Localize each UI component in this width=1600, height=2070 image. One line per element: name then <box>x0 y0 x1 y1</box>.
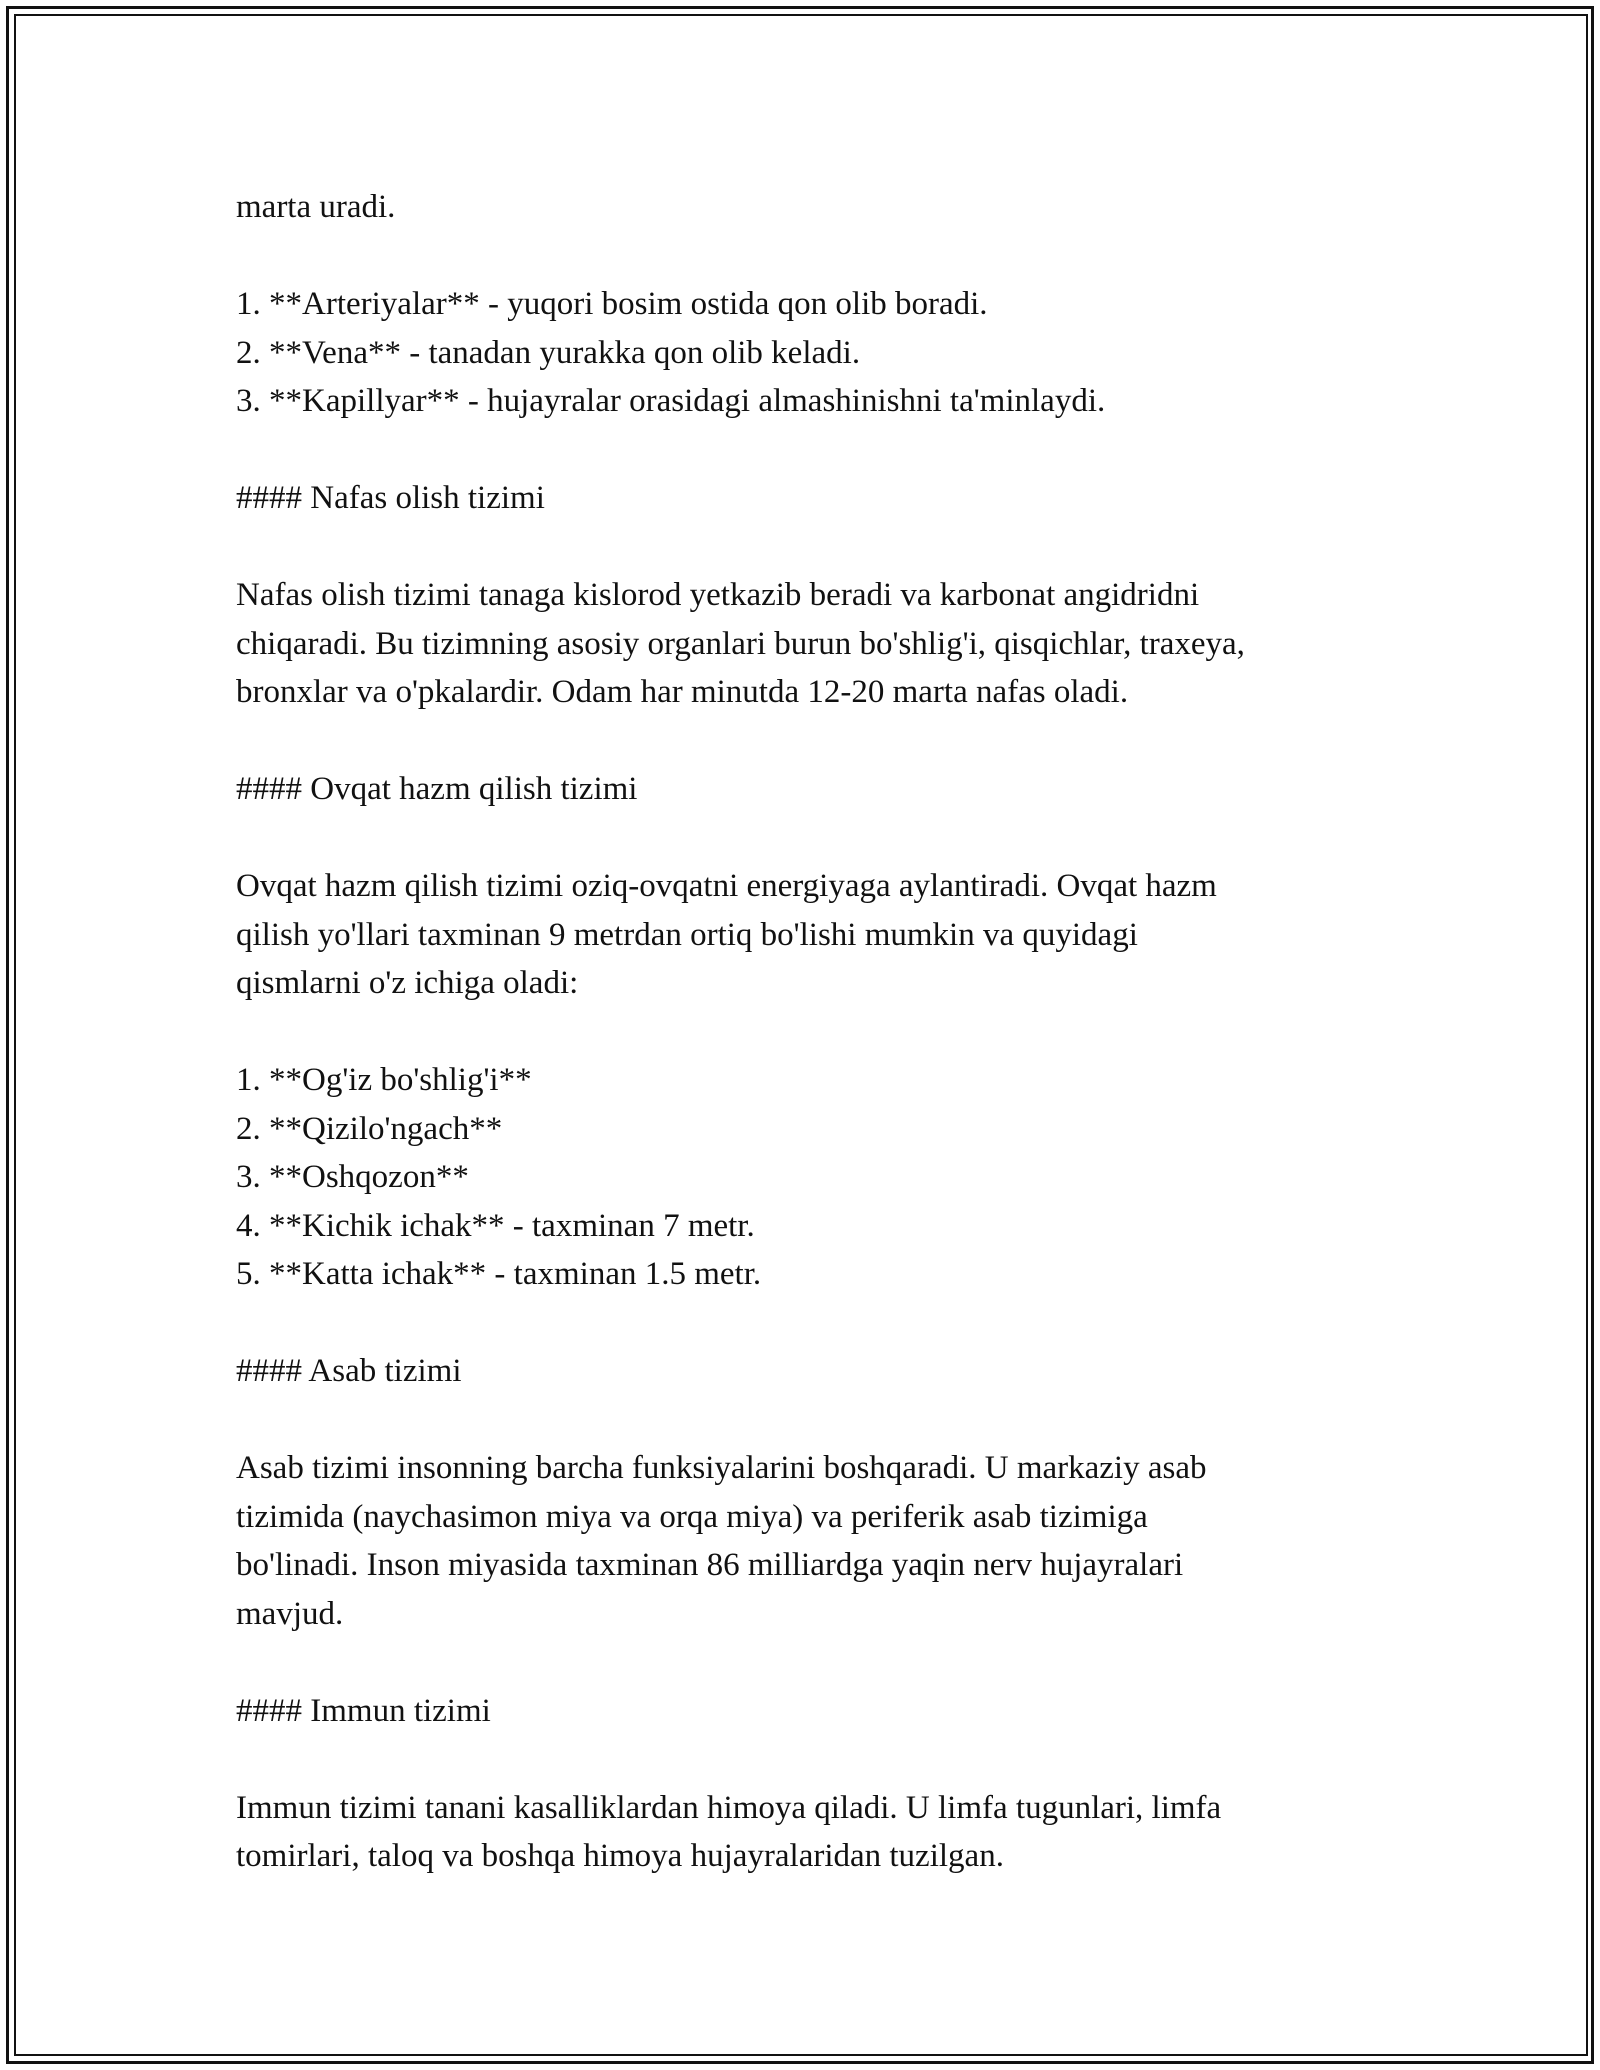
heading-text: #### Ovqat hazm qilish tizimi <box>236 771 638 807</box>
spacer <box>236 1396 1386 1445</box>
text-line: qismlarni o'z ichiga oladi: <box>236 965 579 1001</box>
text-line: mavjud. <box>236 1595 344 1632</box>
paragraph-respiratory <box>236 571 1386 717</box>
spacer <box>236 1299 1386 1348</box>
list-item: 3. **Oshqozon** <box>236 1159 469 1195</box>
list-item: 2. **Qizilo'ngach** <box>236 1110 503 1147</box>
paragraph-digestive <box>236 862 1386 1008</box>
spacer <box>236 814 1386 863</box>
text-line: chiqaradi. Bu tizimning asosiy organlari burun bo'shlig'i, qisqichlar, traxeya, <box>236 625 1245 662</box>
text-line: Ovqat hazm qilish tizimi oziq-ovqatni energiyaga aylantiradi. Ovqat hazm <box>236 868 1217 904</box>
heading-nervous <box>236 1347 1386 1396</box>
heading-text: #### Immun tizimi <box>236 1692 491 1729</box>
heading-immune <box>236 1687 1386 1736</box>
spacer <box>236 232 1386 281</box>
list-item: 1. **Arteriyalar** - yuqori bosim ostida qon olib boradi. <box>236 286 988 322</box>
text-line: Asab tizimi insonning barcha funksiyalarini boshqaradi. U markaziy asab <box>236 1450 1207 1486</box>
text-line: Immun tizimi tanani kasalliklardan himoya qiladi. U limfa tugunlari, limfa <box>236 1789 1222 1826</box>
spacer <box>236 1638 1386 1687</box>
list-item: 1. **Og'iz bo'shlig'i** <box>236 1062 532 1098</box>
text-line: qilish yo'llari taxminan 9 metrdan ortiq bo'lishi mumkin va quyidagi <box>236 916 1138 953</box>
list-item: 3. **Kapillyar** - hujayralar orasidagi almashinishni ta'minlaydi. <box>236 383 1106 419</box>
document-body <box>236 183 1386 1881</box>
text-line: tomirlari, taloq va boshqa himoya hujayralaridan tuzilgan. <box>236 1838 1004 1874</box>
text-line: bo'linadi. Inson miyasida taxminan 86 milliardga yaqin nerv hujayralari <box>236 1547 1184 1583</box>
heading-text: #### Nafas olish tizimi <box>236 480 545 516</box>
paragraph-immune <box>236 1784 1386 1881</box>
spacer <box>236 1008 1386 1057</box>
list-item: 4. **Kichik ichak** - taxminan 7 metr. <box>236 1207 755 1244</box>
paragraph-nervous <box>236 1444 1386 1638</box>
spacer <box>236 1735 1386 1784</box>
heading-respiratory <box>236 474 1386 523</box>
spacer <box>236 717 1386 766</box>
text-line: tizimida (naychasimon miya va orqa miya) va periferik asab tizimiga <box>236 1498 1148 1535</box>
heading-text: #### Asab tizimi <box>236 1353 462 1389</box>
spacer <box>236 523 1386 572</box>
text-line: bronxlar va o'pkalardir. Odam har minutda 12-20 marta nafas oladi. <box>236 674 1129 710</box>
list-item: 5. **Katta ichak** - taxminan 1.5 metr. <box>236 1256 762 1292</box>
list-vessels <box>236 280 1386 426</box>
list-digestive-parts <box>236 1056 1386 1299</box>
spacer <box>236 426 1386 475</box>
list-item: 2. **Vena** - tanadan yurakka qon olib keladi. <box>236 334 861 371</box>
paragraph-intro <box>236 183 1386 232</box>
heading-digestive <box>236 765 1386 814</box>
text-line: marta uradi. <box>236 189 396 225</box>
text-line: Nafas olish tizimi tanaga kislorod yetkazib beradi va karbonat angidridni <box>236 577 1200 613</box>
